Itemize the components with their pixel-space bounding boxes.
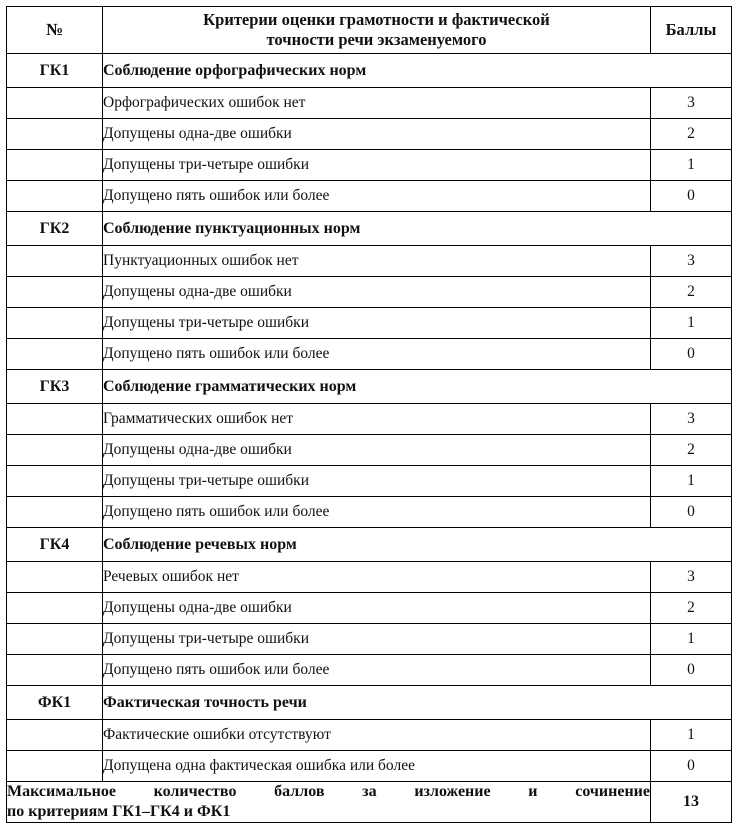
criterion-level-score: 3 (651, 562, 732, 593)
criterion-code-spacer (7, 150, 103, 181)
total-label (7, 782, 651, 823)
criterion-code-spacer (7, 751, 103, 782)
criterion-level-score: 2 (651, 277, 732, 308)
criterion-level-description: Допущены три-четыре ошибки (103, 624, 651, 655)
criterion-level-score: 1 (651, 308, 732, 339)
criterion-code-spacer (7, 246, 103, 277)
criterion-level-score: 1 (651, 624, 732, 655)
criterion-level-description: Допущены одна-две ошибки (103, 435, 651, 466)
criterion-code: ГК4 (7, 528, 103, 562)
criterion-title: Соблюдение орфографических норм (103, 54, 732, 88)
criterion-level-description: Орфографических ошибок нет (103, 88, 651, 119)
table-row (7, 593, 732, 624)
criterion-title: Соблюдение пунктуационных норм (103, 212, 732, 246)
criterion-level-score: 0 (651, 655, 732, 686)
criterion-code-spacer (7, 435, 103, 466)
table-header-row (7, 7, 732, 54)
table-row (7, 246, 732, 277)
criterion-level-score: 1 (651, 466, 732, 497)
criterion-code-spacer (7, 119, 103, 150)
criterion-level-description: Допущены одна-две ошибки (103, 593, 651, 624)
table-row (7, 339, 732, 370)
criterion-group-row (7, 54, 732, 88)
criterion-level-description: Допущена одна фактическая ошибка или более (103, 751, 651, 782)
table-row (7, 624, 732, 655)
grammar-criteria-table (6, 6, 732, 823)
criterion-group-row (7, 528, 732, 562)
table-body (7, 7, 732, 823)
criterion-title: Фактическая точность речи (103, 686, 732, 720)
criterion-code-spacer (7, 339, 103, 370)
total-row (7, 782, 732, 823)
criterion-code-spacer (7, 88, 103, 119)
column-header-criteria-line2: точности речи экзаменуемого (266, 30, 487, 49)
criterion-title: Соблюдение речевых норм (103, 528, 732, 562)
table-row (7, 181, 732, 212)
criterion-level-description: Допущено пять ошибок или более (103, 497, 651, 528)
criterion-level-description: Допущено пять ошибок или более (103, 181, 651, 212)
criterion-level-description: Допущены три-четыре ошибки (103, 150, 651, 181)
criterion-group-row (7, 370, 732, 404)
criterion-level-description: Допущено пять ошибок или более (103, 655, 651, 686)
total-label-line2: по критериям ГК1–ГК4 и ФК1 (7, 803, 231, 820)
criterion-level-description: Допущено пять ошибок или более (103, 339, 651, 370)
table-row (7, 497, 732, 528)
criterion-level-description: Фактические ошибки отсутствуют (103, 720, 651, 751)
criterion-code: ГК3 (7, 370, 103, 404)
criterion-level-score: 3 (651, 404, 732, 435)
criterion-level-score: 0 (651, 497, 732, 528)
table-row (7, 435, 732, 466)
criterion-level-description: Допущены одна-две ошибки (103, 277, 651, 308)
column-header-number: № (7, 7, 103, 54)
criterion-level-description: Допущены три-четыре ошибки (103, 308, 651, 339)
table-row (7, 562, 732, 593)
table-row (7, 277, 732, 308)
criterion-code-spacer (7, 624, 103, 655)
table-row (7, 404, 732, 435)
table-row (7, 88, 732, 119)
criterion-code-spacer (7, 497, 103, 528)
criterion-code: ГК2 (7, 212, 103, 246)
criterion-level-description: Грамматических ошибок нет (103, 404, 651, 435)
table-row (7, 751, 732, 782)
criterion-level-score: 2 (651, 435, 732, 466)
criterion-code-spacer (7, 562, 103, 593)
criterion-group-row (7, 212, 732, 246)
criterion-code-spacer (7, 655, 103, 686)
criterion-code: ФК1 (7, 686, 103, 720)
table-row (7, 119, 732, 150)
total-label-line1: Максимальное количество баллов за изложение и сочинение (7, 783, 650, 800)
criterion-level-score: 0 (651, 339, 732, 370)
criterion-level-score: 1 (651, 150, 732, 181)
criterion-code-spacer (7, 277, 103, 308)
criterion-code-spacer (7, 593, 103, 624)
criterion-level-score: 0 (651, 751, 732, 782)
criterion-group-row (7, 686, 732, 720)
table-row (7, 655, 732, 686)
table-row (7, 466, 732, 497)
criterion-code-spacer (7, 308, 103, 339)
table-row (7, 720, 732, 751)
criterion-level-score: 3 (651, 246, 732, 277)
column-header-criteria (103, 7, 651, 54)
criterion-code: ГК1 (7, 54, 103, 88)
column-header-score: Баллы (651, 7, 732, 54)
criterion-title: Соблюдение грамматических норм (103, 370, 732, 404)
criterion-level-description: Речевых ошибок нет (103, 562, 651, 593)
criterion-level-description: Пунктуационных ошибок нет (103, 246, 651, 277)
total-score: 13 (651, 782, 732, 823)
criterion-level-score: 2 (651, 119, 732, 150)
criterion-code-spacer (7, 466, 103, 497)
criterion-code-spacer (7, 720, 103, 751)
criterion-code-spacer (7, 181, 103, 212)
criterion-level-score: 2 (651, 593, 732, 624)
criterion-code-spacer (7, 404, 103, 435)
column-header-criteria-line1: Критерии оценки грамотности и фактической (203, 9, 550, 29)
table-row (7, 308, 732, 339)
criterion-level-score: 0 (651, 181, 732, 212)
table-row (7, 150, 732, 181)
criterion-level-score: 1 (651, 720, 732, 751)
criterion-level-score: 3 (651, 88, 732, 119)
criterion-level-description: Допущены одна-две ошибки (103, 119, 651, 150)
criterion-level-description: Допущены три-четыре ошибки (103, 466, 651, 497)
